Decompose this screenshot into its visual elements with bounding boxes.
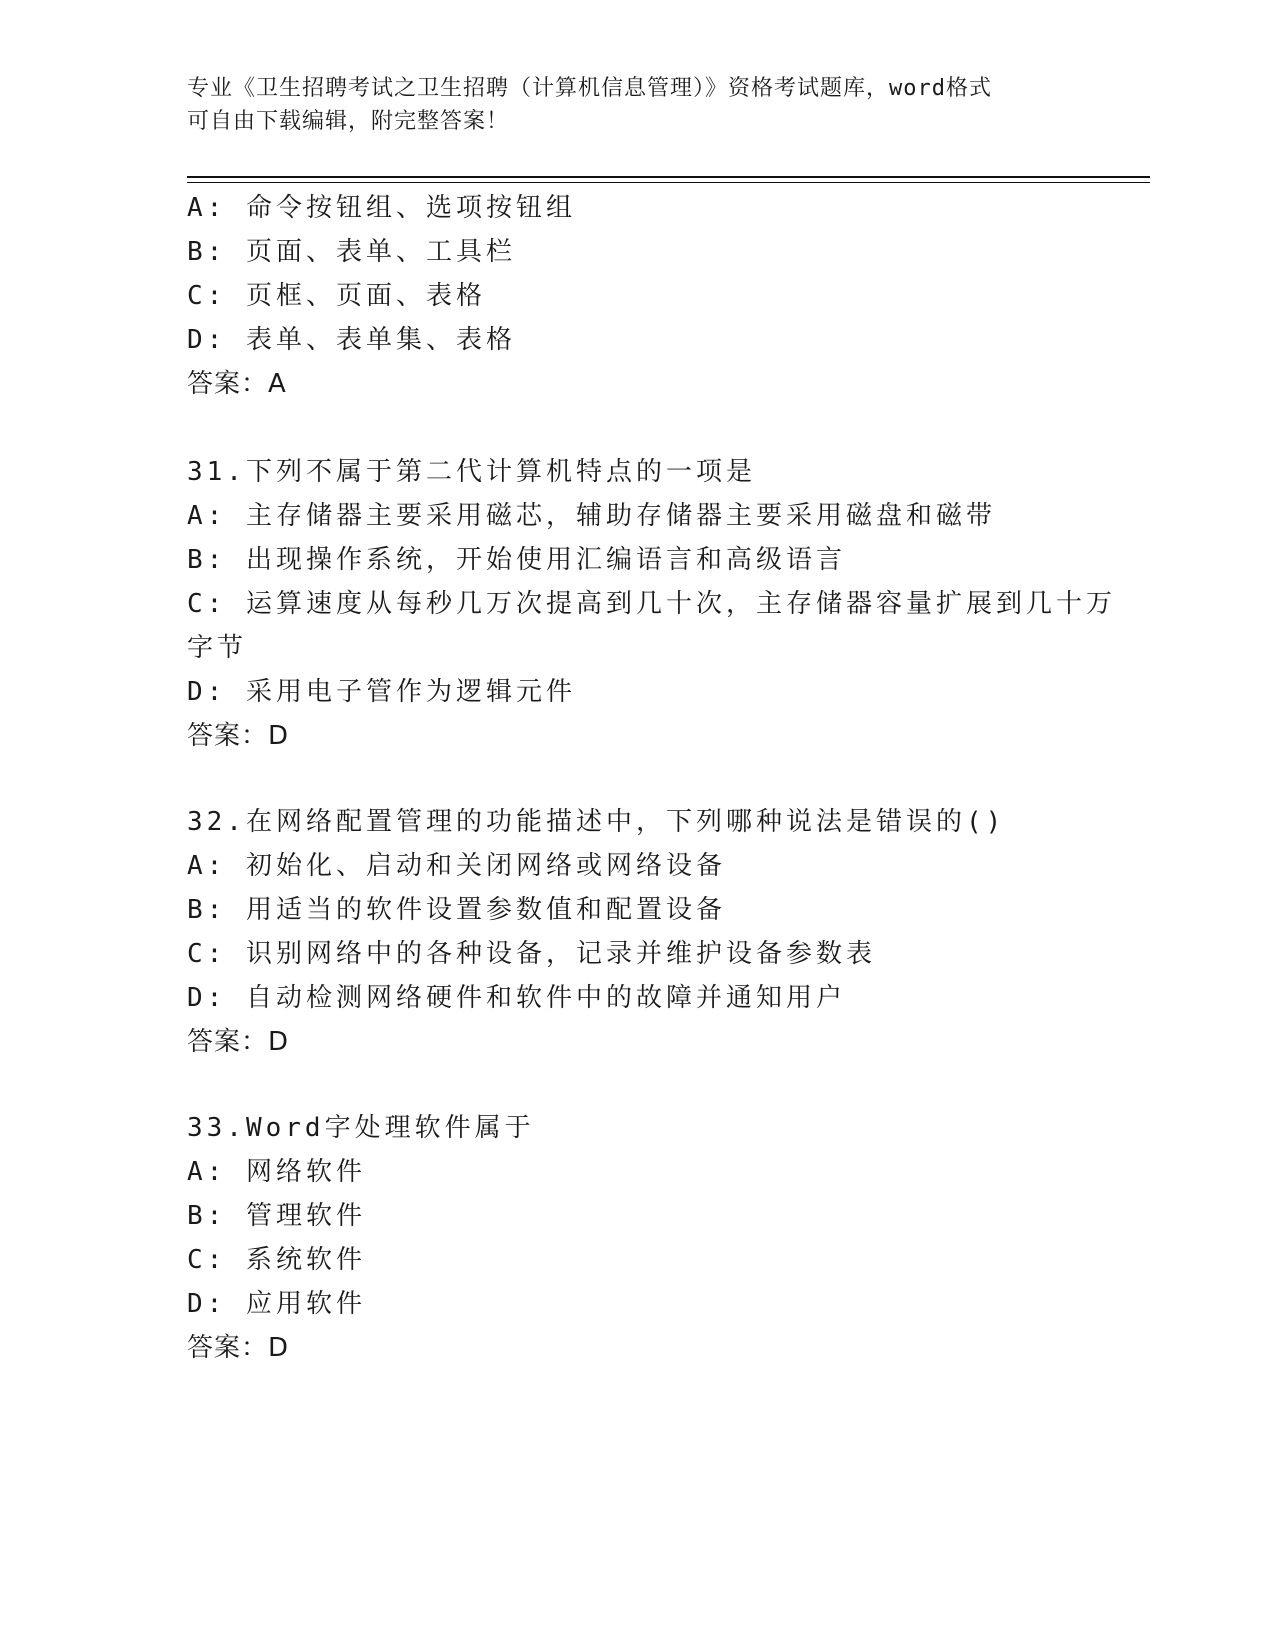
q33-option-c: C: 系统软件 <box>187 1245 366 1275</box>
q32-option-b: B: 用适当的软件设置参数值和配置设备 <box>187 895 726 925</box>
q30-option-a: A: 命令按钮组、选项按钮组 <box>187 193 576 223</box>
q31-answer: 答案：D <box>187 721 290 751</box>
q31-option-c-line-1: C: 运算速度从每秒几万次提高到几十次，主存储器容量扩展到几十万 <box>187 589 1116 619</box>
header-line-2: 可自由下载编辑，附完整答案！ <box>187 109 510 134</box>
q31-option-a: A: 主存储器主要采用磁芯，辅助存储器主要采用磁盘和磁带 <box>187 501 996 531</box>
q33-question: 33.Word字处理软件属于 <box>187 1113 535 1143</box>
q32-option-c: C: 识别网络中的各种设备，记录并维护设备参数表 <box>187 939 876 969</box>
document-header <box>187 72 1087 138</box>
header-line-1: 专业《卫生招聘考试之卫生招聘（计算机信息管理）》资格考试题库，word格式 <box>187 76 992 101</box>
q31-option-d: D: 采用电子管作为逻辑元件 <box>187 677 576 707</box>
q32-option-d: D: 自动检测网络硬件和软件中的故障并通知用户 <box>187 983 846 1013</box>
q33-option-a: A: 网络软件 <box>187 1157 366 1187</box>
q30-option-b: B: 页面、表单、工具栏 <box>187 237 516 267</box>
q32-answer: 答案：D <box>187 1027 290 1057</box>
q33-option-d: D: 应用软件 <box>187 1289 366 1319</box>
q33-answer: 答案：D <box>187 1333 290 1363</box>
q32-question: 32.在网络配置管理的功能描述中，下列哪种说法是错误的() <box>187 807 1006 837</box>
q30-option-c: C: 页框、页面、表格 <box>187 281 486 311</box>
q30-option-d: D: 表单、表单集、表格 <box>187 325 516 355</box>
header-divider-thin <box>187 182 1150 183</box>
q32-option-a: A: 初始化、启动和关闭网络或网络设备 <box>187 851 726 881</box>
q31-option-c-line-2: 字节 <box>187 633 248 663</box>
header-divider-thick <box>187 176 1150 178</box>
q31-question: 31.下列不属于第二代计算机特点的一项是 <box>187 457 756 487</box>
q33-option-b: B: 管理软件 <box>187 1201 366 1231</box>
q30-answer: 答案：A <box>187 369 287 399</box>
q31-option-b: B: 出现操作系统，开始使用汇编语言和高级语言 <box>187 545 846 575</box>
